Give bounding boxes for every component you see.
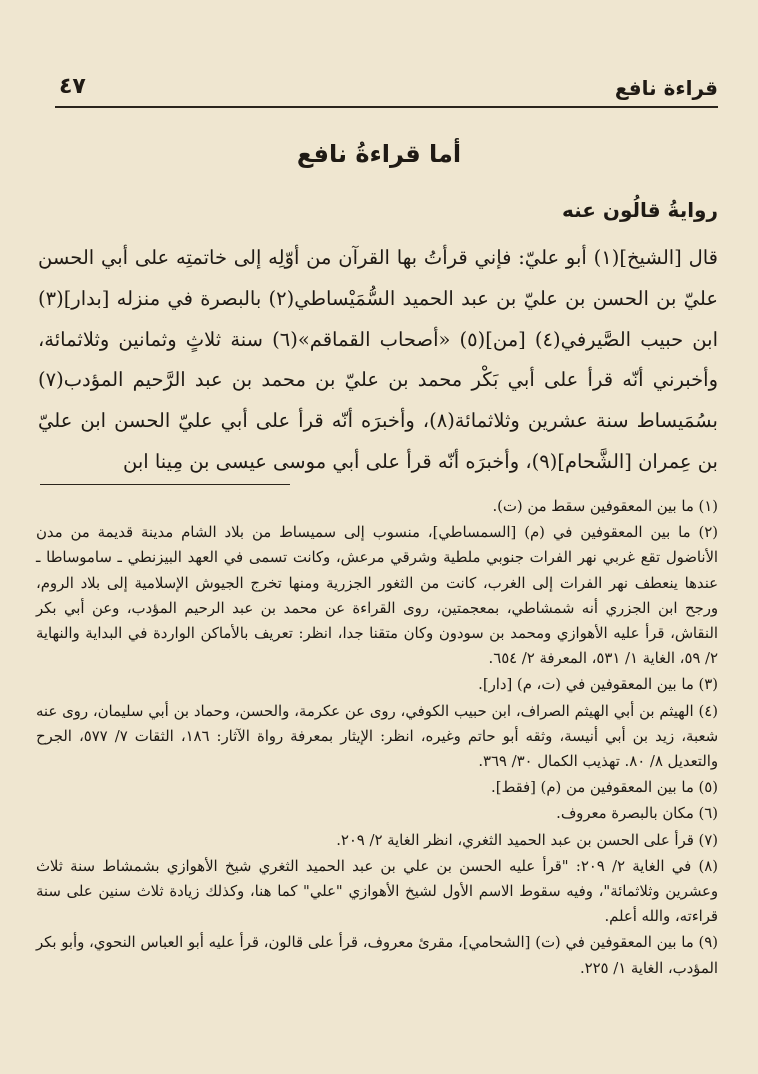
main-paragraph: قال [الشيخ](١) أبو عليّ: فإني قرأتُ بها القرآن من أوّلِه إلى خاتمتِه على أبي الحسن عليّ بن الحسن بن عليّ بن عبد الحميد السُّمَيْساطي(٢) بالبصرة في منزله [بدار](٣) ابن حبيب الصَّيرفي(٤) [من](٥) «أصحاب القماقم»(٦) سنة ثلاثٍ وثمانين وثلاثمائة، وأخبرني أنّه قرأ على أبي بَكْر محمد بن عليّ بن محمد بن عبد الرَّحيم المؤدب(٧) بسُمَيساط سنة عشرين وثلاثمائة(٨)، وأخبرَه أنّه قرأ على أبي عليّ الحسن ابن عليّ بن عِمران [الشَّحام](٩)، وأخبرَه أنّه قرأ على أبي موسى عيسى بن مِينا ابن — [38, 246, 718, 473]
section-subtitle: روايةُ قالُون عنه — [561, 198, 718, 222]
footnote-3: (٣) ما بين المعقوفين في (ت، م) [دار]. — [478, 676, 718, 694]
page-number: ٤٧ — [59, 74, 86, 99]
main-text — [38, 238, 718, 483]
running-title: قراءة نافع — [614, 76, 718, 100]
footnotes — [36, 494, 718, 982]
footnote-9: (٩) ما بين المعقوفين في (ت) [الشحامي]، مقرئ معروف، قرأ على قالون، قرأ عليه أبو العباس النحوي، وأبو بكر المؤدب، الغاية ١/ ٢٢٥. — [36, 934, 718, 977]
footnote-1: (١) ما بين المعقوفين سقط من (ت). — [492, 498, 718, 515]
footnote-2: (٢) ما بين المعقوفين في (م) [السمساطي]، منسوب إلى سميساط من بلاد الشام مدينة قديمة من مدن الأناضول تقع غربي نهر الفرات جنوبي ملطية وشرقي مرعش، وكانت تسمى في العهد البيزنطي ـ ساموساطا ـ عندها ينعطف نهر الفرات إلى الغرب، كانت من الثغور الجزرية ومنها تخرج الجيوش الإسلامية إلى بلاد الروم، ورجح ابن الجزري أنه شمشاطي، بمعجمتين، روى القراءة عن محمد بن عبد الرحيم المؤدب، وعن أبي بكر النقاش، قرأ عليه الأهوازي ومحمد بن سودون وكان متقنا جدا، انظر: تعريف بالأماكن الواردة في البداية والنهاية ٢/ ٥٩، الغاية ١/ ٥٣١، المعرفة ٢/ ٦٥٤. — [36, 524, 718, 668]
footnote-divider — [40, 484, 290, 485]
footnote-8: (٨) في الغاية ٢/ ٢٠٩: "قرأ عليه الحسن بن علي بن عبد الحميد الثغري شيخ الأهوازي بشمشاط سنة ثلاث وعشرين وثلاثمائة"، وفيه سقوط الاسم الأول لشيخ الأهوازي "علي" كما هنا، وكذلك زيادة ثلاث سنين على سنة قراءته، والله أعلم. — [36, 857, 718, 926]
footnote-6: (٦) مكان بالبصرة معروف. — [556, 805, 718, 823]
footnote-7: (٧) قرأ على الحسن بن عبد الحميد الثغري، انظر الغاية ٢/ ٢٠٩. — [336, 831, 718, 849]
page-header — [55, 72, 718, 108]
footnote-5: (٥) ما بين المعقوفين من (م) [فقط]. — [490, 779, 718, 797]
section-title: أما قراءةُ نافع — [296, 140, 462, 168]
footnote-4: (٤) الهيثم بن أبي الهيثم الصراف، ابن حبيب الكوفي، روى عن عكرمة، والحسن، وحماد بن أبي سليمان، روى عنه شعبة، زيد بن أبي أنيسة، وثقه أبو حاتم وغيره، انظر: الإيثار بمعرفة رواة الآثار: ١٨٦، الثقات ٧/ ٥٧٧، الجرح والتعديل ٨/ ٨٠. تهذيب الكمال ٣٠/ ٣٦٩. — [36, 702, 718, 771]
